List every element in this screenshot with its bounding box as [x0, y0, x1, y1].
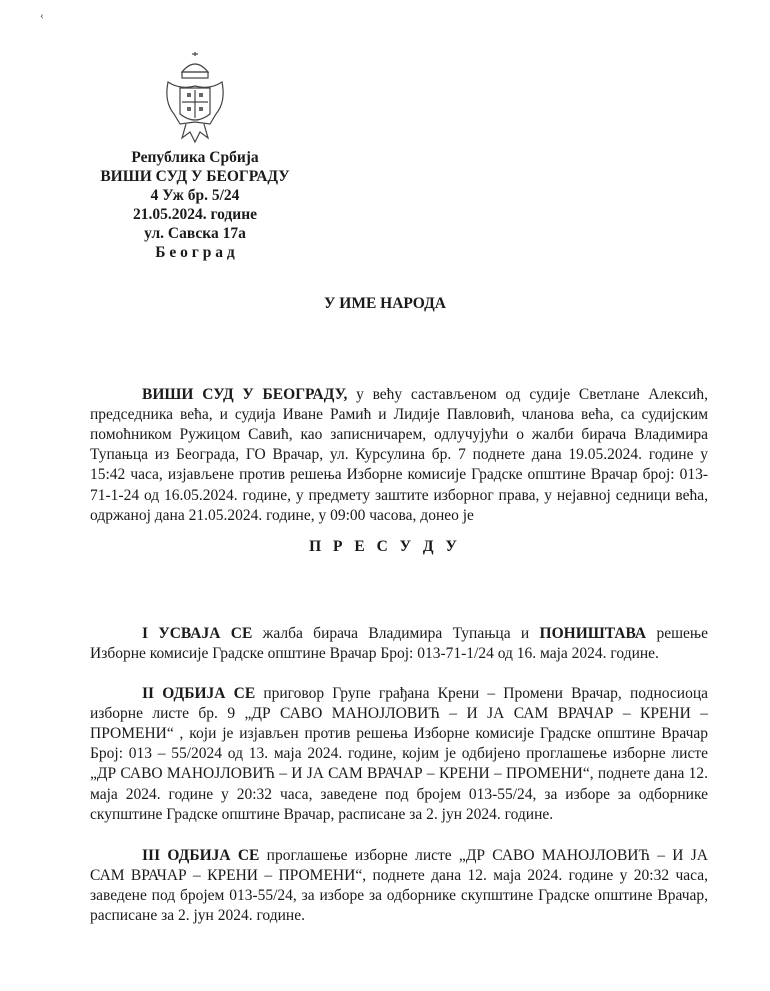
coat-of-arms-emblem — [160, 52, 230, 144]
verdict-item-1 — [90, 624, 708, 664]
verdict-item-1-text-b: решење Изборне комисије Градске општине Врачар Број: 013-71-1/24 од 16. маја 2024. године. — [90, 624, 708, 662]
intro-court-name: ВИШИ СУД У БЕОГРАДУ, — [142, 385, 348, 403]
verdict-item-1-lead: I УСВАЈА СЕ — [142, 624, 253, 642]
document-date: 21.05.2024. године — [132, 206, 258, 223]
verdict-item-2-text: приговор Групе грађана Крени – Промени Врачар, подносиоца изборне листе бр. 9 „ДР САВО МАНОЈЛОВИЋ – И ЈА САМ ВРАЧАР – КРЕНИ – ПРОМЕНИ“ , који је изјављен против решења Изборне комисије Градске општине Врачар Број: 013 – 55/2024 од 13. маја 2024. године, којим је одбијено проглашење изборне листе „ДР САВО МАНОЈЛОВИЋ – И ЈА САМ ВРАЧАР – КРЕНИ – ПРОМЕНИ“, поднете дана 12. маја 2024. године у 20:32 часа, заведене под бројем 013-55/24, за изборе за одборнике скупштине Градске општине Врачар, расписане за 2. јун 2024. године. — [90, 684, 708, 823]
intro-paragraph — [90, 385, 708, 526]
country-name: Република Србија — [131, 149, 259, 166]
verdict-item-2 — [90, 684, 708, 825]
court-name: ВИШИ СУД У БЕОГРАДУ — [100, 168, 290, 185]
court-address: ул. Савска 17а — [144, 225, 246, 242]
court-header — [60, 148, 330, 262]
verdict-title: П Р Е С У Д У — [309, 538, 461, 555]
verdict-item-1-annul: ПОНИШТАВА — [539, 624, 647, 642]
document-title: У ИМЕ НАРОДА — [324, 295, 446, 312]
verdict-item-2-lead: II ОДБИЈА СЕ — [142, 684, 256, 702]
court-city: Б е о г р а д — [155, 244, 235, 261]
case-number: 4 Уж бр. 5/24 — [150, 187, 240, 204]
verdict-item-3 — [90, 846, 708, 927]
verdict-item-3-text: проглашење изборне листе „ДР САВО МАНОЈЛОВИЋ – И ЈА САМ ВРАЧАР – КРЕНИ – ПРОМЕНИ“, поднете дана 12. маја 2024. године у 20:32 часа, заведене под бројем 013-55/24, за изборе за одборнике скупштине Градске општине Врачар, расписане за 2. јун 2024. године. — [90, 846, 708, 925]
intro-text: у већу састављеном од судије Светлане Алексић, председника већа, и судија Иване Рамић и Лидије Павловић, чланова већа, са судијским помоћником Ружицом Савић, као записничарем, одлучујући о жалби бирача Владимира Тупањца из Београда, ГО Врачар, ул. Курсулина бр. 7 поднете дана 19.05.2024. године у 15:42 часа, изјављене против решења Изборне комисије Градске општине Врачар број: 013-71-1-24 од 16.05.2024. године, у предмету заштите изборног права, у нејавној седници већа, одржаној дана 21.05.2024. године, у 09:00 часова, донео је — [90, 385, 709, 524]
page-mark: ‹ — [40, 8, 44, 22]
verdict-item-3-lead: III ОДБИЈА СЕ — [142, 846, 260, 864]
verdict-item-1-text-a: жалба бирача Владимира Тупањца и — [252, 624, 540, 642]
